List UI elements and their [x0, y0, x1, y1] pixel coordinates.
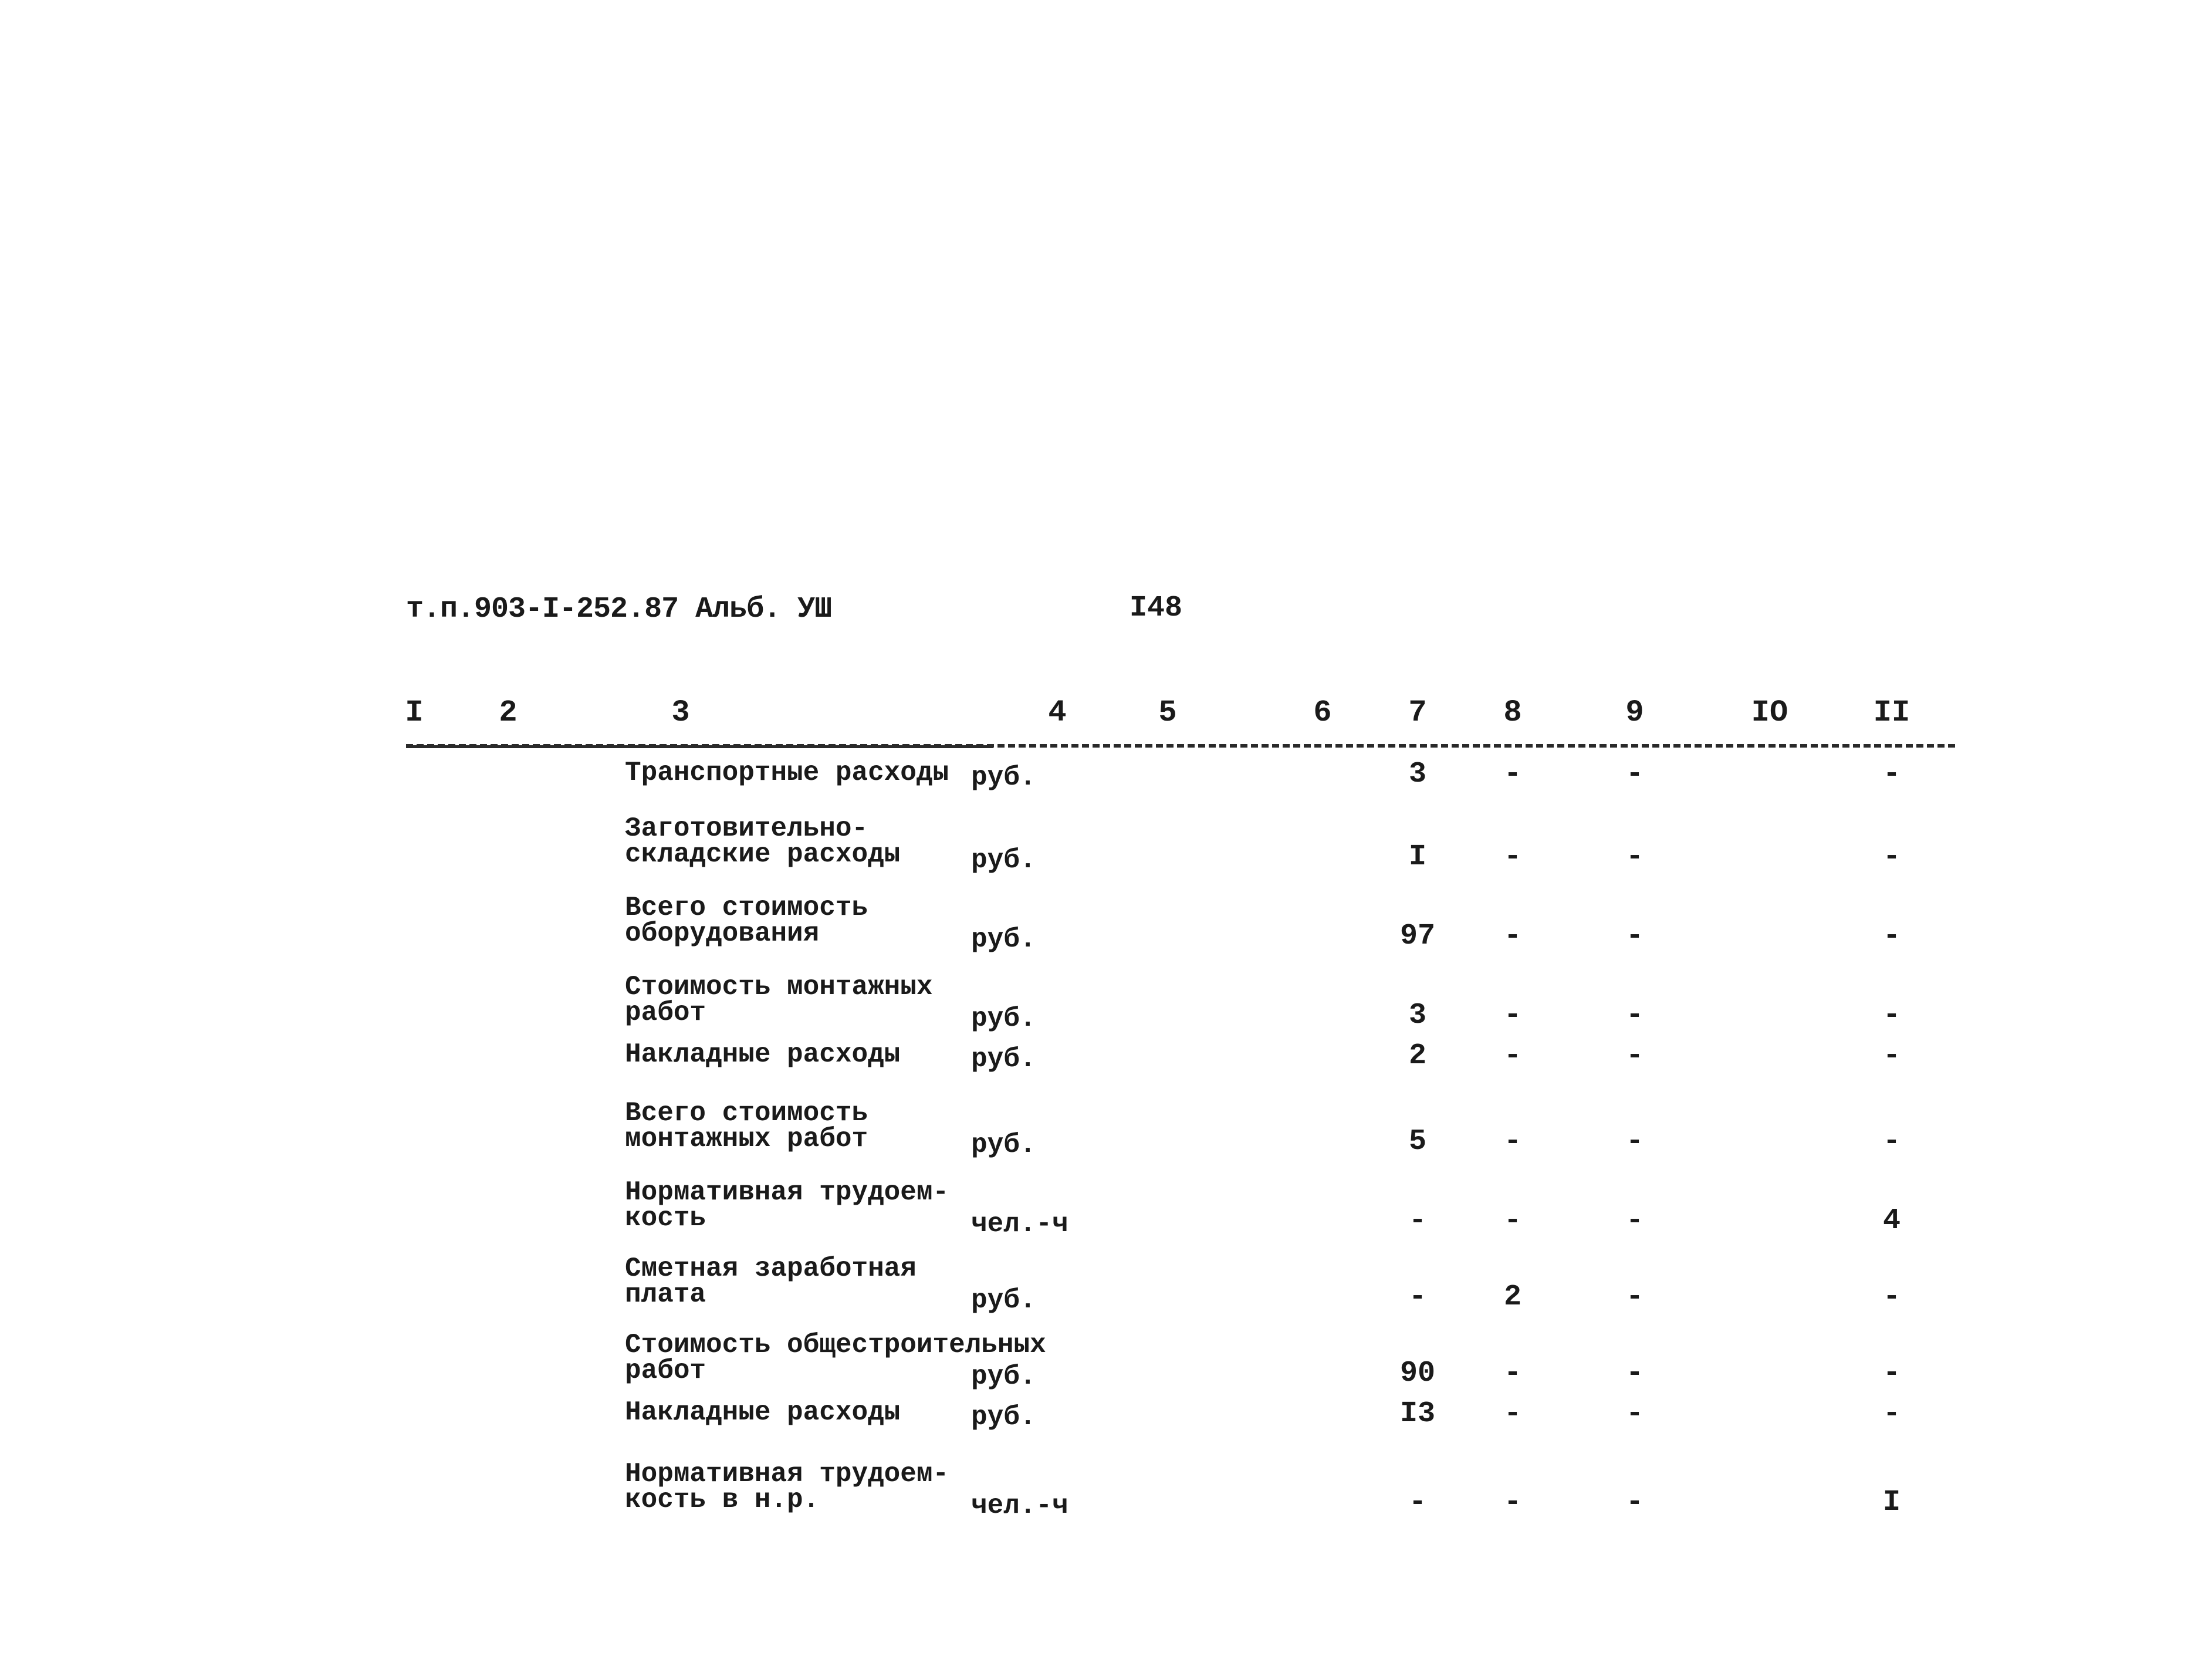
cell-col-8: - [1503, 1204, 1521, 1238]
row-description: Нормативная трудоем- кость в н.р. [625, 1459, 949, 1515]
row-unit: руб. [971, 1003, 1036, 1034]
cell-col-11: I [1882, 1486, 1901, 1519]
row-unit: руб. [971, 1130, 1036, 1160]
column-header-1: I [405, 695, 424, 730]
row-description: Накладные расходы [625, 1039, 901, 1070]
cell-col-11: - [1882, 920, 1901, 953]
cell-col-9: - [1625, 1204, 1644, 1238]
cell-col-9: - [1625, 1357, 1644, 1390]
cell-col-7: - [1408, 1204, 1426, 1238]
cell-col-8: - [1503, 920, 1521, 953]
column-header-6: 6 [1313, 695, 1332, 730]
header-rule [406, 744, 1955, 748]
row-unit: руб. [971, 1402, 1036, 1432]
cell-col-9: - [1625, 999, 1644, 1032]
row-description: Транспортные расходы [625, 758, 949, 788]
row-unit: руб. [971, 1044, 1036, 1074]
column-header-4: 4 [1048, 695, 1067, 730]
row-unit: руб. [971, 924, 1036, 955]
column-header-3: 3 [671, 695, 690, 730]
cell-col-7: 3 [1408, 999, 1426, 1032]
row-description: Всего стоимость оборудования [625, 893, 868, 949]
cell-col-11: 4 [1882, 1204, 1901, 1238]
row-description: Стоимость общестроительных работ [625, 1330, 1046, 1386]
row-unit: чел.-ч [971, 1490, 1068, 1521]
cell-col-11: - [1882, 1039, 1901, 1073]
cell-col-8: - [1503, 999, 1521, 1032]
cell-col-11: - [1882, 999, 1901, 1032]
cell-col-9: - [1625, 1486, 1644, 1519]
cell-col-8: - [1503, 1486, 1521, 1519]
cell-col-7: 2 [1408, 1039, 1426, 1073]
cell-col-7: I [1408, 840, 1426, 874]
cell-col-8: - [1503, 1397, 1521, 1431]
row-description: Стоимость монтажных работ [625, 972, 933, 1028]
cell-col-11: - [1882, 840, 1901, 874]
row-description: Заготовительно- складские расходы [625, 813, 901, 870]
column-header-11: II [1873, 695, 1910, 730]
row-description: Сметная заработная плата [625, 1253, 917, 1310]
row-description: Накладные расходы [625, 1397, 901, 1428]
column-header-9: 9 [1625, 695, 1644, 730]
cell-col-7: 3 [1408, 758, 1426, 791]
cell-col-9: - [1625, 1125, 1644, 1158]
page-number: I48 [1130, 591, 1183, 625]
cell-col-7: 90 [1399, 1357, 1435, 1390]
cell-col-11: - [1882, 1125, 1901, 1158]
cell-col-7: 97 [1399, 920, 1435, 953]
cell-col-8: 2 [1503, 1280, 1521, 1314]
column-header-5: 5 [1158, 695, 1177, 730]
row-unit: руб. [971, 845, 1036, 876]
row-unit: чел.-ч [971, 1209, 1068, 1239]
cell-col-8: - [1503, 840, 1521, 874]
cell-col-9: - [1625, 1280, 1644, 1314]
cell-col-11: - [1882, 758, 1901, 791]
cell-col-7: 5 [1408, 1125, 1426, 1158]
column-header-2: 2 [499, 695, 518, 730]
cell-col-9: - [1625, 758, 1644, 791]
cell-col-7: - [1408, 1486, 1426, 1519]
cell-col-9: - [1625, 920, 1644, 953]
row-description: Нормативная трудоем- кость [625, 1177, 949, 1233]
cell-col-8: - [1503, 758, 1521, 791]
document-reference: т.п.903-I-252.87 Альб. УШ [406, 593, 832, 626]
column-header-7: 7 [1408, 695, 1427, 730]
cell-col-8: - [1503, 1357, 1521, 1390]
cell-col-8: - [1503, 1039, 1521, 1073]
row-description: Всего стоимость монтажных работ [625, 1098, 868, 1154]
cell-col-11: - [1882, 1397, 1901, 1431]
cell-col-11: - [1882, 1357, 1901, 1390]
column-header-8: 8 [1503, 695, 1522, 730]
cell-col-11: - [1882, 1280, 1901, 1314]
row-unit: руб. [971, 1361, 1036, 1392]
cell-col-7: I3 [1399, 1397, 1435, 1431]
cell-col-9: - [1625, 1397, 1644, 1431]
column-header-10: IO [1751, 695, 1788, 730]
cell-col-8: - [1503, 1125, 1521, 1158]
cell-col-9: - [1625, 1039, 1644, 1073]
cell-col-7: - [1408, 1280, 1426, 1314]
cell-col-9: - [1625, 840, 1644, 874]
row-unit: руб. [971, 1285, 1036, 1316]
row-unit: руб. [971, 762, 1036, 793]
